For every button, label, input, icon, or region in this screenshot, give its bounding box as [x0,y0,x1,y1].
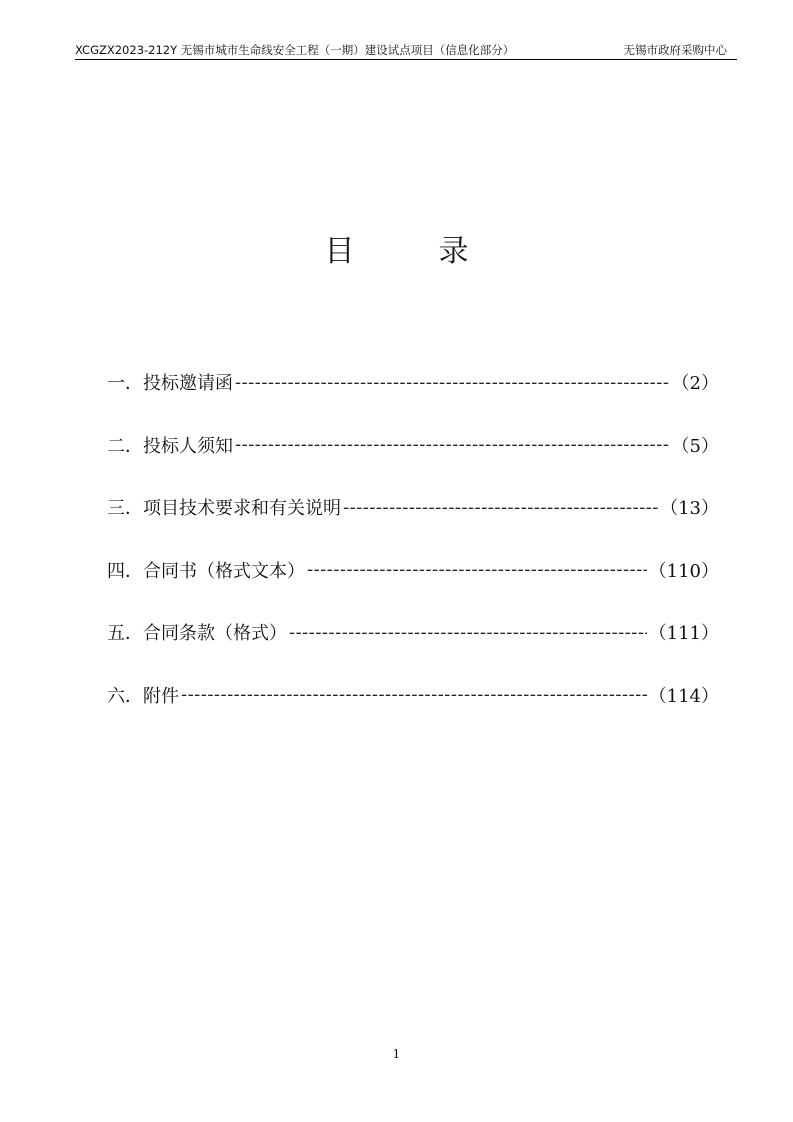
toc-leader [235,434,670,455]
toc-entry-page: （111） [648,623,719,645]
title-char-1: 目 [324,234,355,269]
toc-entry-label: 四．合同书（格式文本） [107,560,305,582]
toc-entry[interactable] [107,476,719,539]
toc-leader [343,497,658,518]
toc-entry[interactable] [107,414,719,477]
toc-leader [307,559,647,580]
title-char-2: 录 [438,234,469,269]
toc-entry-label: 六．附件 [107,685,179,707]
header-organization: 无锡市政府采购中心 [623,43,727,57]
toc-entry-page: （13） [660,498,719,520]
toc-entry[interactable] [107,539,719,602]
toc-entry-label: 二．投标人须知 [107,435,233,457]
toc-entry-label: 三．项目技术要求和有关说明 [107,498,341,520]
page-header [75,40,737,60]
toc-leader [289,622,647,643]
table-of-contents [107,370,719,745]
page-number: 1 [392,1047,401,1061]
toc-entry-label: 五．合同条款（格式） [107,623,287,645]
header-project-title: XCGZX2023-212Y 无锡市城市生命线安全工程（一期）建设试点项目（信息化部分） [75,43,515,57]
toc-title [0,226,793,270]
toc-entry-page: （5） [671,435,719,457]
toc-leader [235,372,670,393]
toc-entry-page: （110） [648,560,719,582]
toc-entry-page: （114） [648,685,719,707]
toc-entry-page: （2） [671,373,719,395]
toc-entry[interactable] [107,664,719,727]
toc-entry[interactable] [107,351,719,414]
toc-entry[interactable] [107,601,719,664]
toc-leader [181,684,647,705]
toc-entry-label: 一．投标邀请函 [107,373,233,395]
